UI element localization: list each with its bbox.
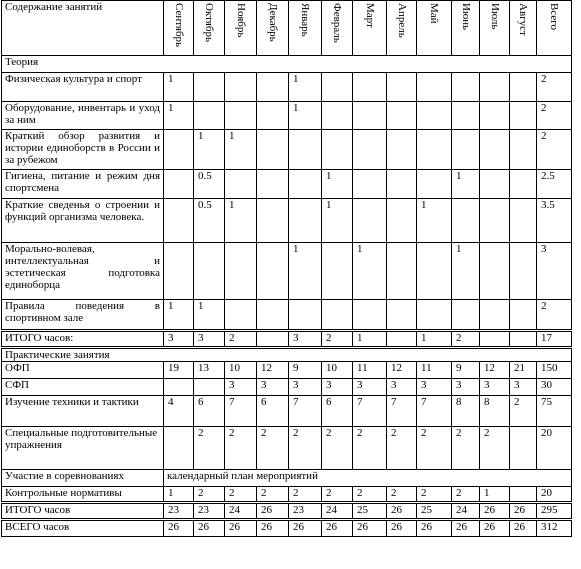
month-header [194,1,225,56]
month-value-cell [417,130,452,170]
month-value-cell: 3 [194,331,225,348]
month-value-cell: 25 [353,503,387,520]
month-value-cell: 2 [194,427,225,470]
month-value-cell: 1 [289,73,322,102]
month-label: Март [363,3,376,28]
month-value-cell: 6 [194,396,225,427]
month-label: Июль [488,3,501,30]
month-value-cell: 2 [452,427,480,470]
month-label: Август [517,3,529,36]
month-value-cell: 1 [353,243,387,300]
month-value-cell [510,427,537,470]
month-header [257,1,289,56]
table-row [2,396,572,427]
month-value-cell: 0.5 [194,170,225,199]
row-total-cell: 30 [537,379,572,396]
month-label: Июнь [459,3,472,31]
header-row [2,1,572,56]
month-value-cell [257,300,289,331]
total-header [537,1,572,56]
table-row [2,102,572,130]
table-row [2,427,572,470]
section-practice-title: Практические занятия [2,348,572,362]
month-header [353,1,387,56]
month-value-cell [417,243,452,300]
month-value-cell: 3 [353,379,387,396]
row-label: Оборудование, инвентарь и уход за ним [2,102,164,130]
month-value-cell [194,379,225,396]
month-value-cell [387,300,417,331]
month-value-cell [225,170,257,199]
month-value-cell: 23 [194,503,225,520]
month-value-cell [387,243,417,300]
month-value-cell [322,130,353,170]
month-value-cell [452,102,480,130]
month-value-cell [322,73,353,102]
row-label: Краткий обзор развития и истории единоборств в России и за рубежом [2,130,164,170]
month-value-cell: 9 [452,362,480,379]
month-value-cell: 13 [194,362,225,379]
row-label: ОФП [2,362,164,379]
month-value-cell [225,73,257,102]
month-value-cell: 3 [289,331,322,348]
month-label: Апрель [395,3,408,38]
section-theory-title: Теория [2,56,572,73]
month-value-cell [417,102,452,130]
month-value-cell [257,243,289,300]
month-value-cell: 26 [387,503,417,520]
month-value-cell [387,130,417,170]
month-value-cell [225,300,257,331]
month-value-cell [480,73,510,102]
month-value-cell: 1 [417,199,452,243]
control-row [2,487,572,503]
month-value-cell [510,73,537,102]
month-value-cell: 12 [480,362,510,379]
month-value-cell [480,102,510,130]
month-value-cell: 1 [289,102,322,130]
table-body [2,1,572,537]
month-value-cell [480,300,510,331]
month-value-cell: 26 [480,503,510,520]
month-value-cell: 2 [257,427,289,470]
month-value-cell: 12 [387,362,417,379]
practice-total-row [2,503,572,520]
month-value-cell: 1 [164,73,194,102]
month-label: Декабрь [266,3,279,42]
month-value-cell [353,300,387,331]
month-value-cell [480,130,510,170]
month-value-cell [322,300,353,331]
row-total-cell: 20 [537,487,572,503]
month-value-cell [164,243,194,300]
month-value-cell [510,102,537,130]
month-header [452,1,480,56]
month-value-cell [289,300,322,331]
month-value-cell: 1 [194,300,225,331]
month-value-cell: 2 [480,427,510,470]
month-value-cell: 3 [480,379,510,396]
month-value-cell: 2 [452,331,480,348]
row-label: Изучение техники и тактики [2,396,164,427]
row-total-cell: 150 [537,362,572,379]
month-value-cell [164,199,194,243]
month-value-cell [510,170,537,199]
row-label: Контрольные нормативы [2,487,164,503]
month-header [322,1,353,56]
row-total-cell: 17 [537,331,572,348]
month-value-cell: 1 [194,130,225,170]
curriculum-table [1,0,572,537]
month-header [225,1,257,56]
month-value-cell: 9 [289,362,322,379]
month-value-cell: 11 [353,362,387,379]
competitions-row [2,470,572,487]
month-value-cell [417,170,452,199]
month-value-cell: 26 [194,520,225,537]
month-value-cell: 2 [417,427,452,470]
month-value-cell [322,243,353,300]
month-value-cell: 26 [322,520,353,537]
month-value-cell [257,73,289,102]
month-value-cell [510,130,537,170]
section-theory [2,56,572,73]
month-value-cell: 3 [387,379,417,396]
grand-total-row [2,520,572,537]
month-value-cell: 2 [225,427,257,470]
month-header [387,1,417,56]
month-value-cell [194,73,225,102]
month-value-cell [164,130,194,170]
month-header [164,1,194,56]
row-total-cell: 2 [537,73,572,102]
month-value-cell [257,102,289,130]
row-total-cell: 2 [537,102,572,130]
month-value-cell: 8 [452,396,480,427]
table-row [2,243,572,300]
month-value-cell [452,300,480,331]
month-value-cell: 11 [417,362,452,379]
month-value-cell [510,487,537,503]
month-header [480,1,510,56]
month-value-cell [225,243,257,300]
row-label: Участие в соревнованиях [2,470,164,487]
month-value-cell [480,199,510,243]
month-value-cell: 1 [322,170,353,199]
month-value-cell [322,102,353,130]
month-value-cell: 7 [289,396,322,427]
month-value-cell: 1 [452,243,480,300]
month-value-cell: 2 [194,487,225,503]
month-value-cell: 2 [417,487,452,503]
row-label: Физическая культура и спорт [2,73,164,102]
month-value-cell: 24 [452,503,480,520]
month-value-cell: 2 [289,427,322,470]
row-total-cell: 3 [537,243,572,300]
month-value-cell: 24 [225,503,257,520]
month-header [417,1,452,56]
month-value-cell [480,331,510,348]
month-value-cell [387,170,417,199]
month-value-cell [289,130,322,170]
month-value-cell: 1 [289,243,322,300]
row-label: Специальные подготовительные упражнения [2,427,164,470]
row-label: ИТОГО часов: [2,331,164,348]
month-value-cell: 10 [322,362,353,379]
month-value-cell [257,331,289,348]
month-value-cell: 2 [257,487,289,503]
table-row [2,300,572,331]
month-value-cell [225,102,257,130]
month-value-cell: 1 [164,300,194,331]
table-row [2,73,572,102]
month-value-cell [164,379,194,396]
month-value-cell [387,331,417,348]
month-value-cell: 26 [289,520,322,537]
section-practice [2,348,572,362]
month-value-cell: 12 [257,362,289,379]
month-value-cell: 25 [417,503,452,520]
month-value-cell: 2 [353,427,387,470]
month-value-cell [510,243,537,300]
table-row [2,362,572,379]
month-value-cell: 3 [322,379,353,396]
month-value-cell: 1 [225,130,257,170]
table-row [2,199,572,243]
month-value-cell: 7 [387,396,417,427]
month-value-cell: 26 [225,520,257,537]
month-value-cell [353,170,387,199]
month-value-cell [510,300,537,331]
row-label: Гигиена, питание и режим дня спортсмена [2,170,164,199]
month-label: Февраль [331,3,343,43]
month-value-cell: 26 [480,520,510,537]
month-value-cell [387,73,417,102]
month-value-cell: 4 [164,396,194,427]
month-value-cell: 2 [225,331,257,348]
row-total-cell: 75 [537,396,572,427]
month-value-cell: 21 [510,362,537,379]
row-label: Морально-волевая, интеллектуальная и эстетическая подготовка единоборца [2,243,164,300]
month-value-cell: 24 [322,503,353,520]
month-value-cell: 26 [452,520,480,537]
month-value-cell [510,199,537,243]
month-value-cell: 1 [452,170,480,199]
month-label: Январь [299,3,311,37]
month-value-cell: 3 [225,379,257,396]
month-value-cell [353,130,387,170]
month-value-cell: 1 [353,331,387,348]
month-value-cell: 3 [452,379,480,396]
month-value-cell [387,199,417,243]
month-value-cell: 2 [387,487,417,503]
month-value-cell [417,300,452,331]
month-value-cell [387,102,417,130]
competitions-plan-text: календарный план мероприятий [164,470,572,487]
table-row [2,379,572,396]
month-value-cell [452,130,480,170]
month-label: Май [428,3,440,24]
month-value-cell [480,243,510,300]
total-label: Всего [548,3,560,30]
month-label: Ноябрь [234,3,247,38]
month-value-cell: 2 [387,427,417,470]
row-total-cell: 3.5 [537,199,572,243]
table-row [2,170,572,199]
month-value-cell [257,170,289,199]
month-value-cell: 6 [322,396,353,427]
month-value-cell: 7 [417,396,452,427]
month-value-cell: 2 [322,331,353,348]
month-value-cell: 2 [322,487,353,503]
row-label: ВСЕГО часов [2,520,164,537]
month-value-cell: 23 [289,503,322,520]
theory-total-row [2,331,572,348]
month-value-cell: 19 [164,362,194,379]
month-header [510,1,537,56]
month-value-cell: 26 [510,503,537,520]
table-row [2,130,572,170]
month-label: Октябрь [203,3,215,42]
subject-header: Содержание занятий [2,1,164,56]
month-value-cell: 1 [225,199,257,243]
month-value-cell: 26 [353,520,387,537]
month-value-cell: 2 [452,487,480,503]
month-value-cell [257,130,289,170]
row-label: Краткие сведенья о строении и функций организма человека. [2,199,164,243]
month-value-cell: 7 [225,396,257,427]
month-value-cell [353,102,387,130]
month-value-cell: 1 [480,487,510,503]
month-value-cell: 3 [510,379,537,396]
month-value-cell: 3 [257,379,289,396]
month-label: Сентябрь [172,3,185,48]
month-value-cell [257,199,289,243]
row-label: Правила поведения в спортивном зале [2,300,164,331]
month-value-cell: 1 [164,487,194,503]
month-value-cell: 8 [480,396,510,427]
month-value-cell: 26 [164,520,194,537]
month-value-cell: 26 [257,520,289,537]
row-total-cell: 295 [537,503,572,520]
month-value-cell: 26 [257,503,289,520]
month-value-cell [164,427,194,470]
row-label: СФП [2,379,164,396]
row-label: ИТОГО часов [2,503,164,520]
month-value-cell [452,73,480,102]
month-value-cell [510,331,537,348]
month-value-cell: 10 [225,362,257,379]
month-value-cell: 2 [510,396,537,427]
month-value-cell [289,170,322,199]
month-value-cell: 3 [417,379,452,396]
month-value-cell [480,170,510,199]
month-value-cell: 2 [289,487,322,503]
month-value-cell: 2 [225,487,257,503]
month-value-cell: 1 [417,331,452,348]
row-total-cell: 2 [537,130,572,170]
month-value-cell [452,199,480,243]
month-value-cell: 1 [322,199,353,243]
month-value-cell [289,199,322,243]
month-value-cell: 2 [322,427,353,470]
month-value-cell: 6 [257,396,289,427]
month-header [289,1,322,56]
row-total-cell: 312 [537,520,572,537]
month-value-cell: 26 [417,520,452,537]
month-value-cell: 2 [353,487,387,503]
month-value-cell: 0.5 [194,199,225,243]
month-value-cell: 26 [387,520,417,537]
month-value-cell [353,73,387,102]
month-value-cell: 3 [164,331,194,348]
row-total-cell: 20 [537,427,572,470]
month-value-cell: 7 [353,396,387,427]
month-value-cell [353,199,387,243]
month-value-cell [417,73,452,102]
row-total-cell: 2 [537,300,572,331]
month-value-cell [194,102,225,130]
month-value-cell: 1 [164,102,194,130]
row-total-cell: 2.5 [537,170,572,199]
month-value-cell: 26 [510,520,537,537]
month-value-cell [194,243,225,300]
month-value-cell [164,170,194,199]
month-value-cell: 23 [164,503,194,520]
month-value-cell: 3 [289,379,322,396]
